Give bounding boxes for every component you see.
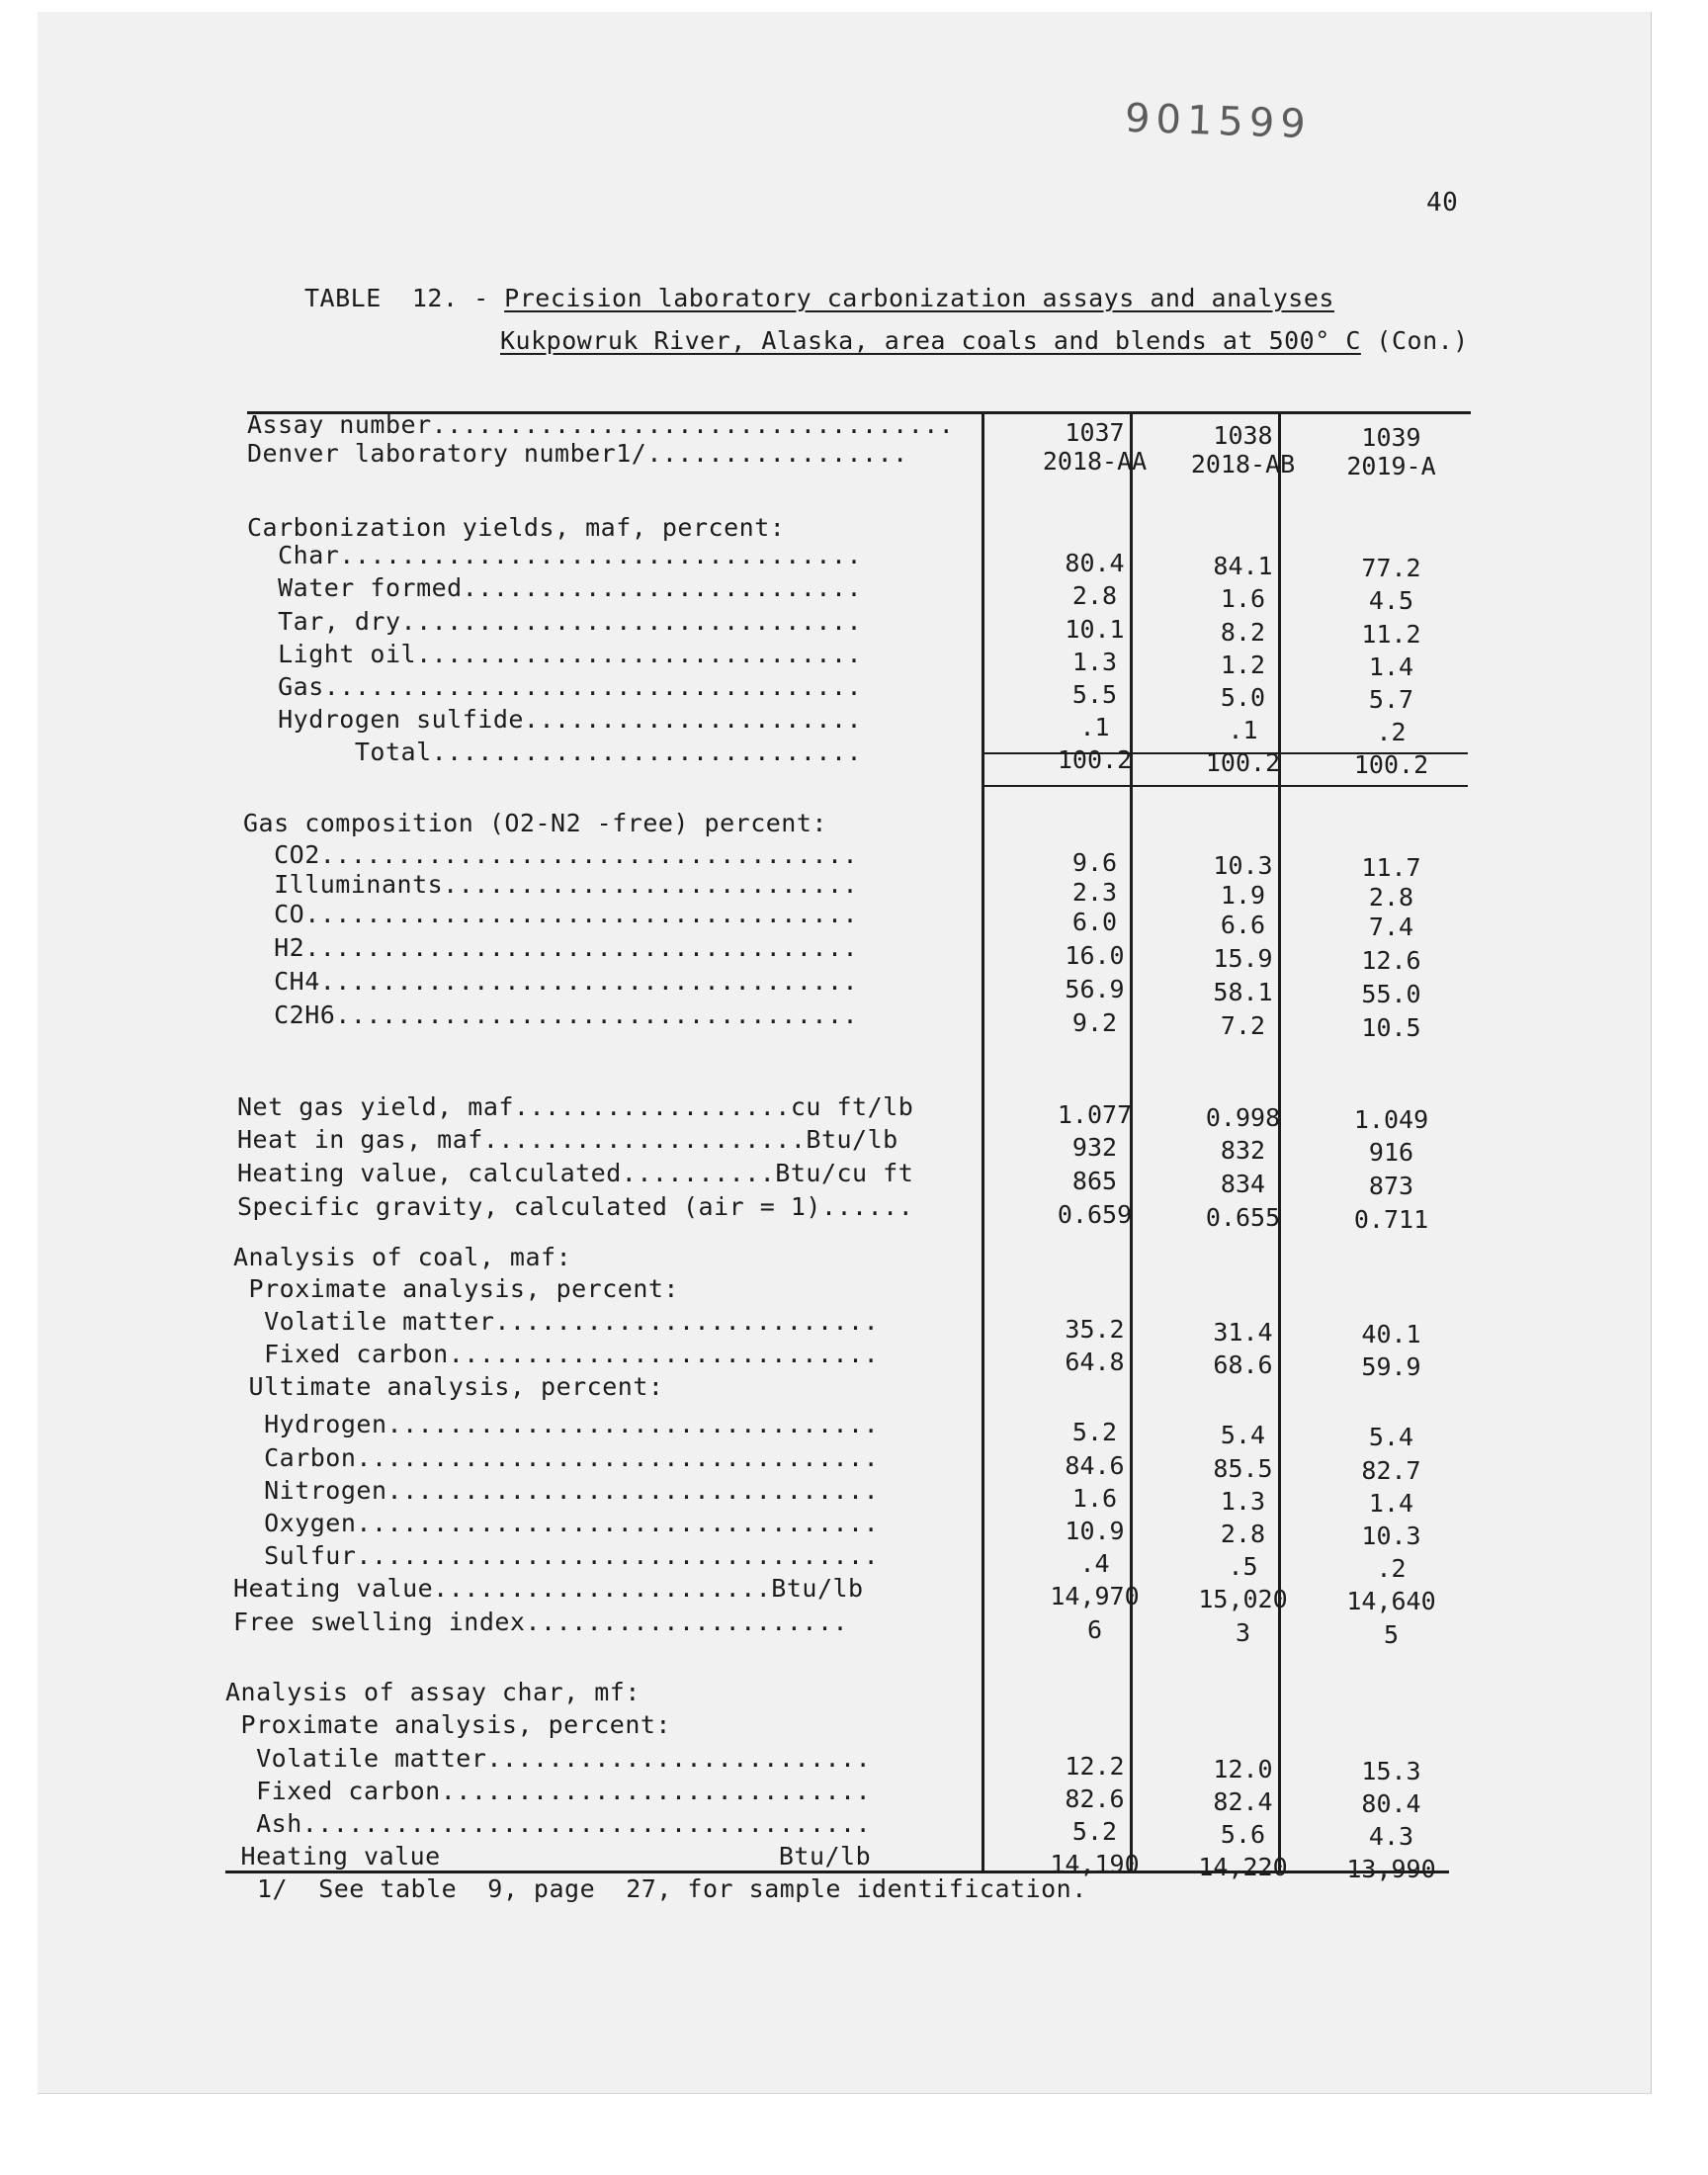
row-label: Ultimate analysis, percent: <box>233 1372 664 1401</box>
row-label: Nitrogen................................ <box>233 1476 880 1505</box>
row-value-col1: 932 <box>1071 1133 1118 1162</box>
row-value-col3: 59.9 <box>1361 1352 1421 1382</box>
row-value-col3: 40.1 <box>1361 1320 1421 1349</box>
row-label: Fixed carbon............................ <box>225 1777 872 1805</box>
row-value-col3: 10.3 <box>1361 1522 1421 1551</box>
row-value-col2: 8.2 <box>1220 617 1266 647</box>
row-value-col1: 5.2 <box>1071 1418 1118 1446</box>
row-label: Char.................................. <box>247 541 863 569</box>
row-value-col1: 1.077 <box>1057 1100 1133 1129</box>
row-value-col3: 5 <box>1383 1620 1400 1650</box>
row-label: Tar, dry.............................. <box>247 607 863 636</box>
row-value-col2: 7.2 <box>1220 1010 1266 1040</box>
row-value-col1: 80.4 <box>1065 549 1125 577</box>
row-value-col1: 9.2 <box>1071 1008 1118 1037</box>
table-title-line1 <box>304 284 1334 313</box>
row-value-col1: .1 <box>1079 713 1110 741</box>
row-label: CO.................................... <box>243 900 859 928</box>
row-value-col1: 35.2 <box>1065 1315 1125 1344</box>
row-value-col3: 10.5 <box>1361 1013 1421 1043</box>
row-value-col1: 14,190 <box>1050 1850 1140 1878</box>
document-page <box>38 12 1652 2094</box>
row-value-col2: 1.9 <box>1220 880 1266 910</box>
table-title-line2 <box>500 326 1469 356</box>
row-value-col1: 14,970 <box>1050 1582 1140 1610</box>
row-value-col1: 82.6 <box>1065 1784 1125 1813</box>
page-number: 40 <box>1426 188 1459 218</box>
row-value-col3: 7.4 <box>1368 913 1414 942</box>
row-value-col3: 15.3 <box>1361 1757 1421 1786</box>
row-value-col2: 5.6 <box>1220 1819 1266 1849</box>
row-value-col1: 100.2 <box>1057 745 1133 774</box>
row-value-col2: 1.3 <box>1220 1486 1266 1516</box>
row-value-col2: 5.4 <box>1220 1420 1266 1449</box>
row-value-col3: 1.4 <box>1368 1489 1414 1519</box>
row-label: Illuminants........................... <box>243 870 859 899</box>
row-value-col3: 5.7 <box>1368 685 1414 715</box>
row-value-col3: .2 <box>1376 1554 1407 1584</box>
row-value-col2: 85.5 <box>1213 1453 1273 1483</box>
row-value-col2: 84.1 <box>1213 551 1273 580</box>
row-value-col2: 10.3 <box>1213 850 1273 880</box>
row-label: Total............................ <box>247 738 863 766</box>
row-value-col1: 84.6 <box>1065 1451 1125 1480</box>
handwritten-number: 901599 <box>1124 95 1313 148</box>
row-value-col3: 77.2 <box>1361 554 1421 583</box>
row-label: Analysis of coal, maf: <box>233 1243 572 1271</box>
row-label: Heating value......................Btu/lb <box>233 1574 864 1603</box>
row-value-col1: .4 <box>1079 1549 1110 1578</box>
row-label: C2H6.................................. <box>243 1000 859 1029</box>
row-label: Specific gravity, calculated (air = 1)...... <box>237 1192 914 1221</box>
row-value-col3: 2019-A <box>1346 452 1436 481</box>
row-value-col3: 2.8 <box>1368 883 1414 913</box>
row-value-col3: 11.7 <box>1361 853 1421 883</box>
row-value-col2: 14,220 <box>1198 1852 1288 1881</box>
row-value-col2: 100.2 <box>1205 747 1281 777</box>
row-label: Volatile matter......................... <box>225 1744 872 1773</box>
table-title-text-1: Precision laboratory carbonization assays and analyses <box>504 284 1334 312</box>
row-value-col2: 5.0 <box>1220 682 1266 712</box>
row-value-col1: 865 <box>1071 1167 1118 1195</box>
row-value-col1: 1.3 <box>1071 648 1118 676</box>
row-value-col3: 55.0 <box>1361 980 1421 1009</box>
total-bottom-rule <box>982 785 1468 787</box>
row-value-col1: 16.0 <box>1065 941 1125 970</box>
row-label: Proximate analysis, percent: <box>233 1274 679 1303</box>
row-value-col2: 1038 <box>1213 420 1273 450</box>
row-value-col1: 56.9 <box>1065 975 1125 1003</box>
row-value-col3: 1.4 <box>1368 652 1414 682</box>
row-value-col1: 6 <box>1086 1615 1103 1644</box>
row-value-col1: 64.8 <box>1065 1348 1125 1376</box>
row-value-col2: 68.6 <box>1213 1349 1273 1379</box>
row-value-col2: 15,020 <box>1198 1584 1288 1613</box>
row-value-col2: 3 <box>1235 1617 1251 1647</box>
row-value-col1: 5.2 <box>1071 1817 1118 1846</box>
row-value-col1: 6.0 <box>1071 908 1118 936</box>
row-label: Assay number.................................. <box>247 410 955 439</box>
row-value-col3: 100.2 <box>1353 750 1429 780</box>
row-value-col1: 1.6 <box>1071 1484 1118 1513</box>
row-label: Gas................................... <box>247 672 863 701</box>
row-label: Fixed carbon............................ <box>233 1340 880 1368</box>
row-value-col1: 9.6 <box>1071 848 1118 877</box>
table-title-prefix: TABLE 12. - <box>304 284 505 312</box>
row-value-col1: 10.1 <box>1065 615 1125 644</box>
row-value-col2: .5 <box>1228 1551 1258 1581</box>
row-value-col2: .1 <box>1228 715 1258 744</box>
row-value-col1: 2.3 <box>1071 878 1118 907</box>
row-label: Hydrogen sulfide...................... <box>247 705 863 734</box>
row-value-col1: 10.9 <box>1065 1517 1125 1545</box>
row-value-col1: 1037 <box>1065 418 1125 447</box>
row-value-col2: 58.1 <box>1213 977 1273 1006</box>
row-value-col2: 2018-AB <box>1190 449 1296 478</box>
row-label: Free swelling index..................... <box>233 1608 849 1636</box>
row-label: Carbonization yields, maf, percent: <box>247 513 786 542</box>
row-value-col3: .2 <box>1376 718 1407 747</box>
row-value-col3: 1.049 <box>1353 1105 1429 1135</box>
row-value-col2: 2.8 <box>1220 1519 1266 1548</box>
row-value-col1: 5.5 <box>1071 680 1118 709</box>
table-title-text-2: Kukpowruk River, Alaska, area coals and blends at 500° C <box>500 326 1361 355</box>
row-label: Carbon.................................. <box>233 1443 880 1472</box>
footnote: 1/ See table 9, page 27, for sample identification. <box>257 1874 1087 1903</box>
row-value-col3: 14,640 <box>1346 1587 1436 1616</box>
row-value-col1: 2018-AA <box>1042 447 1148 476</box>
row-label: Analysis of assay char, mf: <box>225 1678 640 1706</box>
row-value-col1: 12.2 <box>1065 1752 1125 1781</box>
row-label: Sulfur.................................. <box>233 1541 880 1570</box>
row-value-col2: 31.4 <box>1213 1317 1273 1347</box>
row-label: Water formed.......................... <box>247 573 863 602</box>
row-value-col3: 80.4 <box>1361 1789 1421 1819</box>
row-label: Heating value Btu/lb <box>225 1842 872 1870</box>
row-value-col3: 13,990 <box>1346 1855 1436 1884</box>
row-value-col1: 0.659 <box>1057 1200 1133 1229</box>
row-label: Heating value, calculated..........Btu/cu ft <box>237 1159 914 1187</box>
row-value-col2: 15.9 <box>1213 943 1273 973</box>
row-value-col2: 82.4 <box>1213 1786 1273 1816</box>
row-label: H2.................................... <box>243 933 859 962</box>
row-value-col2: 1.6 <box>1220 583 1266 613</box>
row-label: CH4................................... <box>243 967 859 996</box>
row-value-col3: 916 <box>1368 1138 1414 1168</box>
row-value-col3: 1039 <box>1361 423 1421 453</box>
row-value-col2: 834 <box>1220 1169 1266 1198</box>
row-label: Net gas yield, maf..................cu ft/lb <box>237 1092 914 1121</box>
row-value-col3: 11.2 <box>1361 620 1421 650</box>
row-label: Proximate analysis, percent: <box>225 1710 671 1739</box>
table-title-suffix: (Con.) <box>1360 326 1469 355</box>
row-value-col3: 4.3 <box>1368 1822 1414 1852</box>
row-label: Light oil............................. <box>247 640 863 668</box>
row-value-col3: 0.711 <box>1353 1205 1429 1235</box>
row-value-col3: 4.5 <box>1368 586 1414 616</box>
row-value-col2: 832 <box>1220 1135 1266 1165</box>
row-value-col3: 12.6 <box>1361 946 1421 976</box>
column-rule-1 <box>982 411 984 1872</box>
row-label: Denver laboratory number1/................. <box>247 439 908 468</box>
row-label: CO2................................... <box>243 840 859 869</box>
row-value-col2: 0.998 <box>1205 1102 1281 1132</box>
row-value-col3: 5.4 <box>1368 1423 1414 1452</box>
row-label: Volatile matter......................... <box>233 1307 880 1336</box>
row-value-col2: 1.2 <box>1220 650 1266 679</box>
row-label: Heat in gas, maf.....................Btu/lb <box>237 1125 898 1154</box>
row-value-col3: 873 <box>1368 1172 1414 1201</box>
row-label: Ash..................................... <box>225 1809 872 1838</box>
row-value-col3: 82.7 <box>1361 1456 1421 1486</box>
row-value-col2: 12.0 <box>1213 1754 1273 1784</box>
row-label: Gas composition (O2-N2 -free) percent: <box>243 809 827 837</box>
row-value-col2: 6.6 <box>1220 910 1266 939</box>
row-value-col2: 0.655 <box>1205 1202 1281 1232</box>
row-label: Oxygen.................................. <box>233 1509 880 1537</box>
row-label: Hydrogen................................ <box>233 1410 880 1438</box>
row-value-col1: 2.8 <box>1071 581 1118 610</box>
